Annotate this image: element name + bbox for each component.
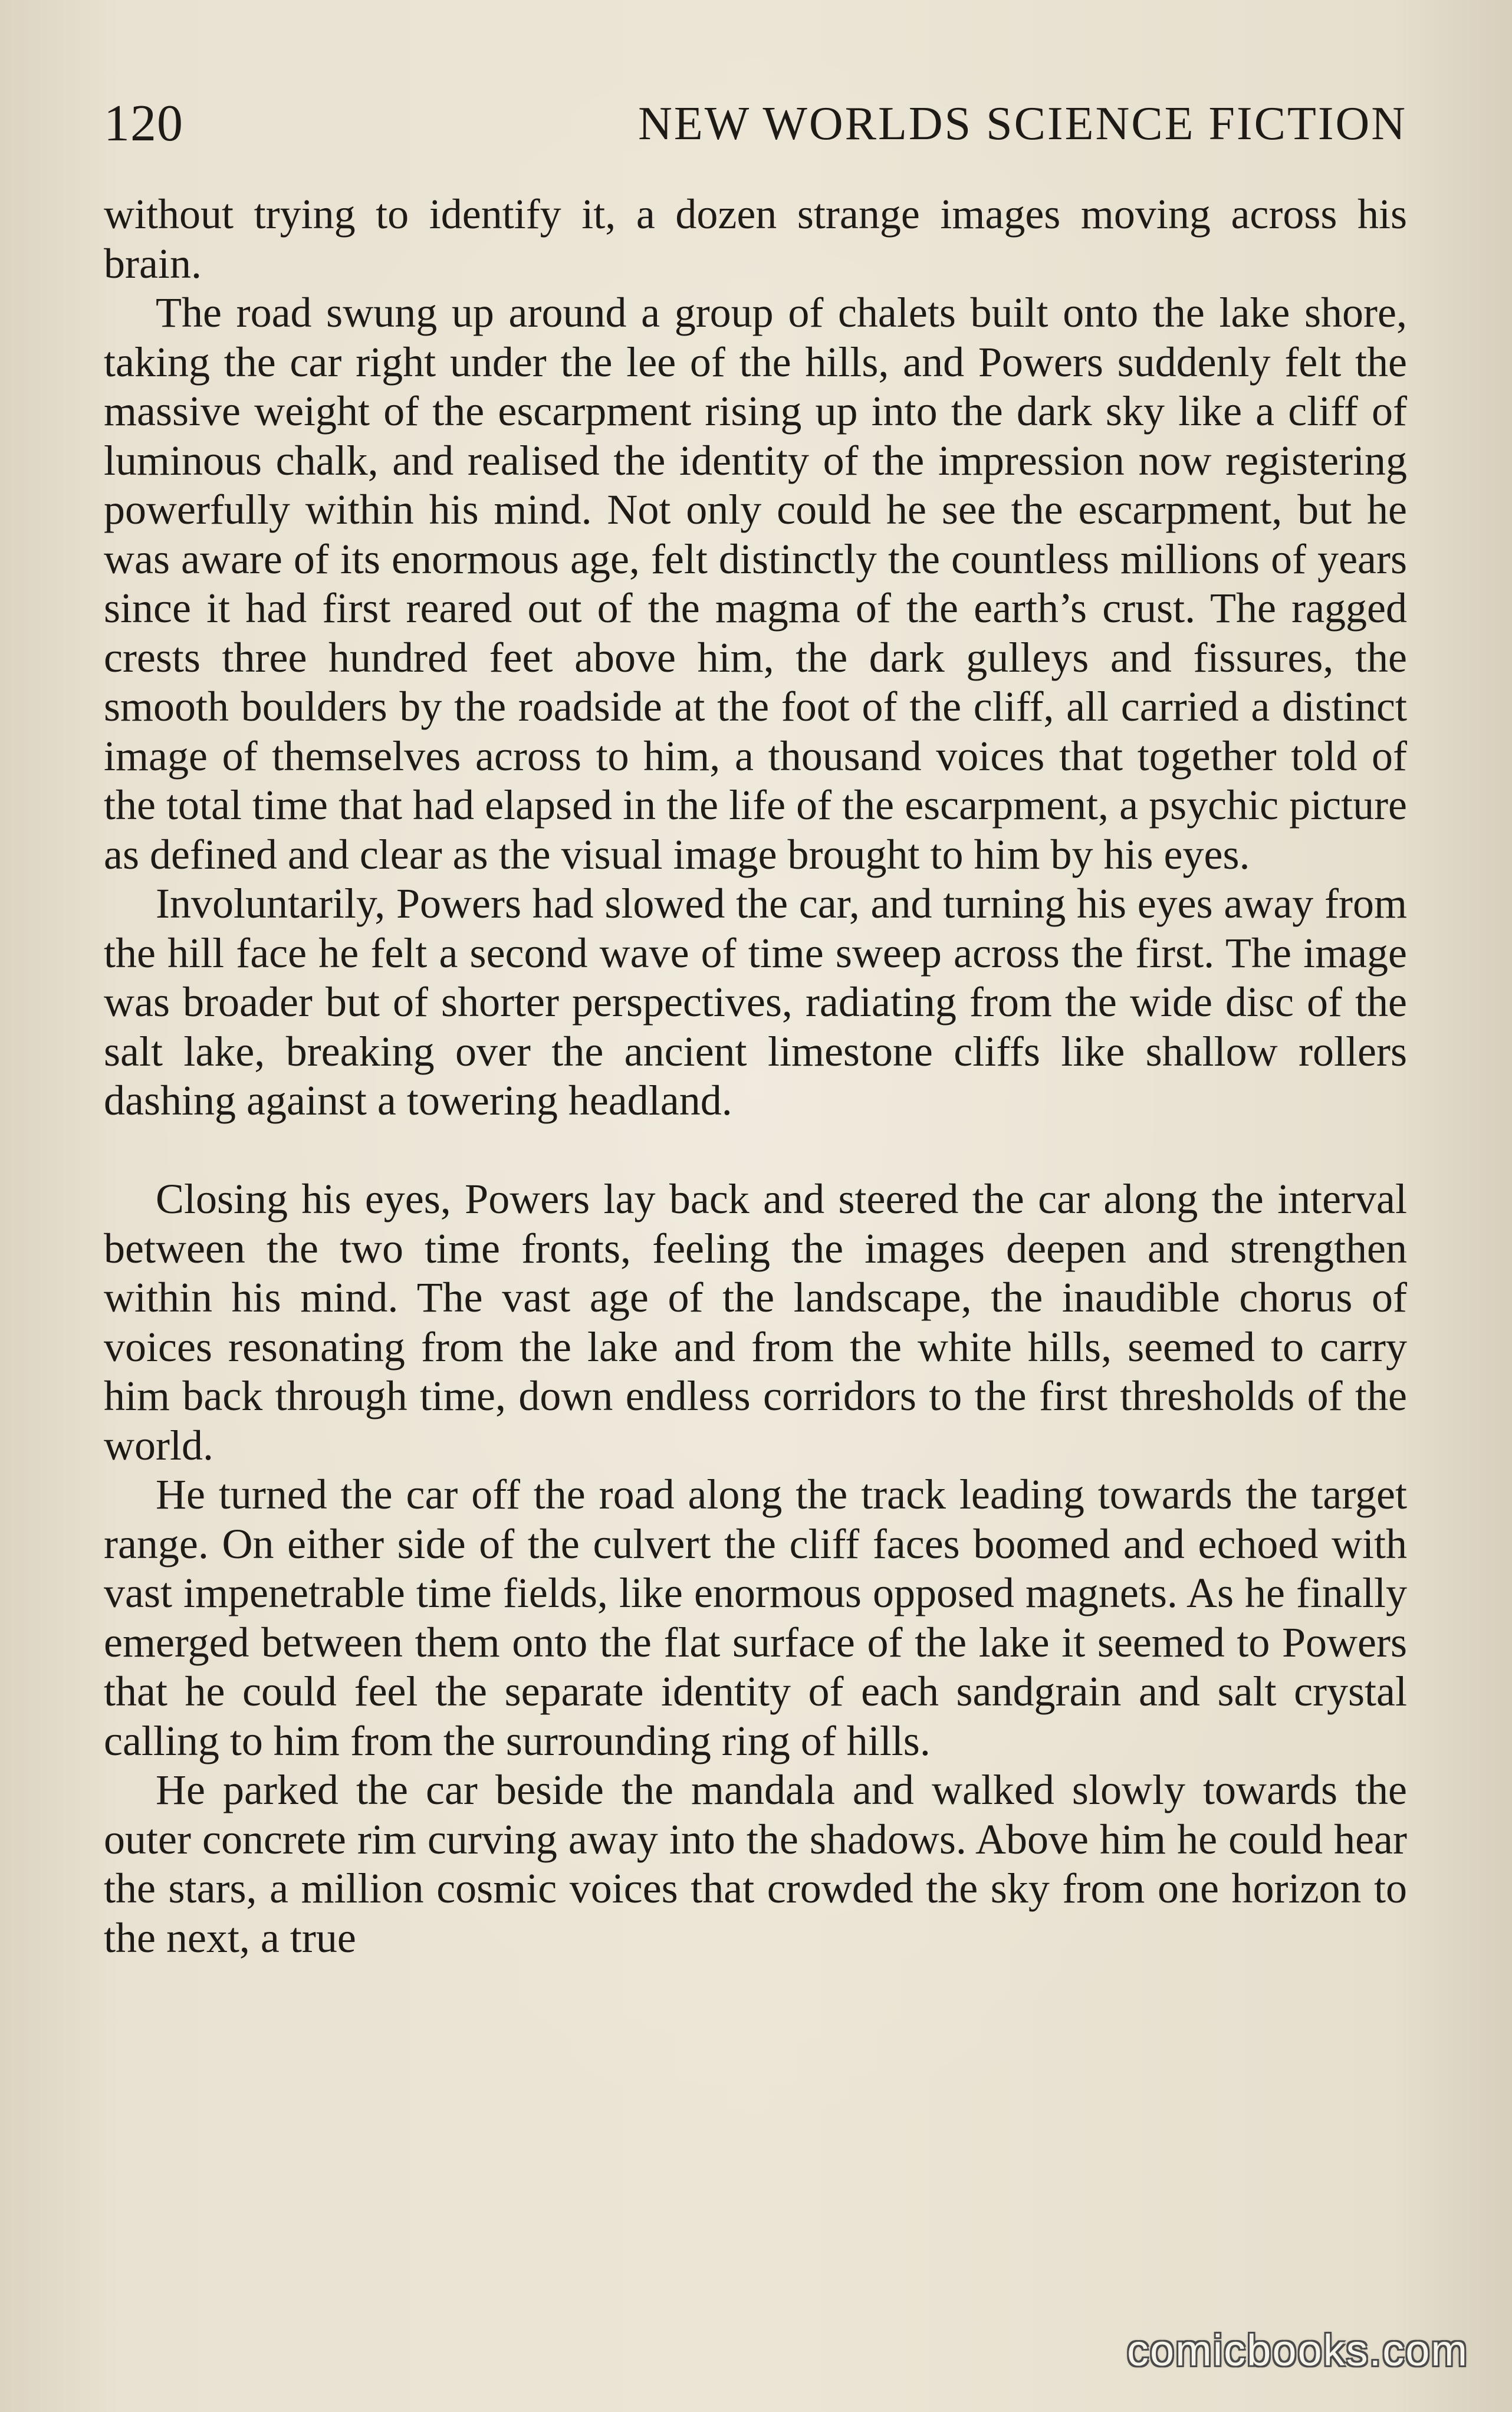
paragraph: Involuntarily, Powers had slowed the car, and turning his eyes away from the hill face he felt a second wave of time sweep across the first. The image was broader but of shorter perspectives, radiating from the wide disc of the salt lake, breaking over the ancient limestone cliffs like shallow rollers dashing against a towering headland. — [104, 880, 1407, 1124]
paragraph: The road swung up around a group of chalets built onto the lake shore, taking the car right under the lee of the hills, and Powers suddenly felt the massive weight of the escarpment rising up into the dark sky like a cliff of luminous chalk, and realised the identity of the impression now registering powerfully within his mind. Not only could he see the escarpment, but he was aware of its enormous age, felt distinctly the countless millions of years since it had first reared out of the magma of the earth’s crust. The ragged crests three hundred feet above him, the dark gulleys and fissures, the smooth boulders by the roadside at the foot of the cliff, all carried a distinct image of themselves across to him, a thousand voices that together told of the total time that had elapsed in the life of the escarpment, a psychic picture as defined and clear as the visual image brought to him by his eyes. — [104, 289, 1407, 878]
body-text — [104, 190, 1407, 1963]
section-break — [104, 1126, 1407, 1175]
page-header — [104, 88, 1407, 159]
paragraph: He parked the car beside the mandala and walked slowly towards the outer concrete rim curving away into the shadows. Above him he could hear the stars, a million cosmic voices that crowded the sky from one horizon to the next, a true — [104, 1766, 1407, 1961]
paragraph: Closing his eyes, Powers lay back and steered the car along the interval between the two time fronts, feeling the images deepen and strengthen within his mind. The vast age of the landscape, the inaudible chorus of voices resonating from the lake and from the white hills, seemed to carry him back through time, down endless corridors to the first thresholds of the world. — [104, 1175, 1407, 1469]
watermark-logo: comicbooks.com — [1126, 2326, 1468, 2375]
running-head: NEW WORLDS SCIENCE FICTION — [638, 98, 1407, 150]
page-number: 120 — [104, 95, 183, 152]
paragraph-continued: without trying to identify it, a dozen strange images moving across his brain. — [104, 190, 1407, 287]
paragraph: He turned the car off the road along the track leading towards the target range. On either side of the culvert the cliff faces boomed and echoed with vast impenetrable time fields, like enormous opposed magnets. As he finally emerged between them onto the flat surface of the lake it seemed to Powers that he could feel the separate identity of each sandgrain and salt crystal calling to him from the surrounding ring of hills. — [104, 1471, 1407, 1764]
